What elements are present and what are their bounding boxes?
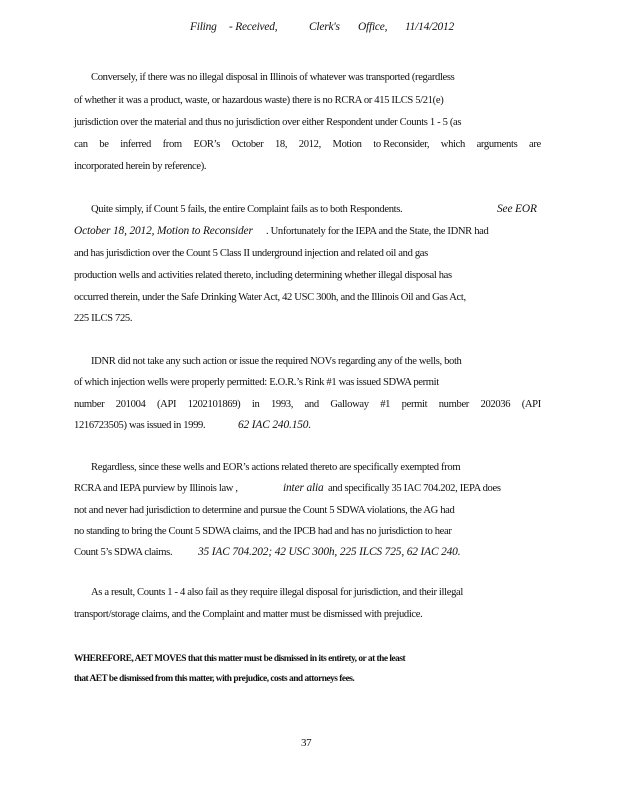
- justified-line: [74, 140, 541, 151]
- word: 2012,: [298, 139, 321, 150]
- citation: 62 IAC 240.150.: [238, 419, 312, 431]
- citation: 35 IAC 704.202; 42 USC 300h, 225 ILCS 725, 62 IAC 240.: [198, 546, 461, 558]
- word: number: [74, 399, 105, 410]
- wherefore-line: WHEREFORE, AET MOVES that this matter must be dismissed in its entirety, or at the least: [74, 654, 406, 664]
- paragraph-line: of whether it was a product, waste, or hazardous waste) there is no RCRA or 415 ILCS 5/21(e): [74, 95, 444, 106]
- paragraph-line: Quite simply, if Count 5 fails, the entire Complaint fails as to both Respondents.: [91, 204, 403, 215]
- paragraph-line: jurisdiction over the material and thus no jurisdiction over either Respondent under Counts 1 - 5 (as: [74, 117, 462, 128]
- paragraph-line: . Unfortunately for the IEPA and the State, the IDNR had: [266, 226, 489, 237]
- word: Galloway: [330, 399, 369, 410]
- word: October: [231, 139, 264, 150]
- word: (API: [521, 399, 541, 410]
- word: permit: [401, 399, 428, 410]
- paragraph-line: 225 ILCS 725.: [74, 313, 133, 324]
- word: number: [438, 399, 469, 410]
- paragraph-line: RCRA and IEPA purview by Illinois law ,: [74, 483, 238, 494]
- paragraph-line: Count 5’s SDWA claims.: [74, 547, 173, 558]
- word: can: [74, 139, 88, 150]
- word: 201004: [115, 399, 146, 410]
- word: arguments: [476, 139, 518, 150]
- header-date: 11/14/2012: [405, 21, 455, 33]
- header-clerks: Clerk's: [309, 21, 340, 33]
- page-number: 37: [301, 737, 312, 749]
- paragraph-line: Conversely, if there was no illegal disposal in Illinois of whatever was transported (regardless: [91, 72, 455, 83]
- word: are: [529, 139, 541, 150]
- paragraph-line: Regardless, since these wells and EOR’s actions related thereto are specifically exempted from: [91, 462, 461, 473]
- word: in: [251, 399, 260, 410]
- word: 1993,: [270, 399, 294, 410]
- paragraph-line: incorporated herein by reference).: [74, 161, 207, 172]
- paragraph-line: production wells and activities related thereto, including determining whether illegal disposal has: [74, 270, 452, 281]
- wherefore-line: that AET be dismissed from this matter, with prejudice, costs and attorneys fees.: [74, 674, 355, 684]
- paragraph-line: of which injection wells were properly permitted: E.O.R.’s Rink #1 was issued SDWA permit: [74, 377, 439, 388]
- paragraph-line: IDNR did not take any such action or issue the required NOVs regarding any of the wells, both: [91, 356, 462, 367]
- word: be: [99, 139, 109, 150]
- word: and: [304, 399, 319, 410]
- word: from: [162, 139, 182, 150]
- word: which: [440, 139, 465, 150]
- word: 18,: [274, 139, 288, 150]
- paragraph-line: As a result, Counts 1 - 4 also fail as they require illegal disposal for jurisdiction, and their illegal: [91, 587, 463, 598]
- paragraph-line: transport/storage claims, and the Complaint and matter must be dismissed with prejudice.: [74, 609, 423, 620]
- paragraph-line: 1216723505) was issued in 1999.: [74, 420, 206, 431]
- word: inferred: [120, 139, 151, 150]
- header-received: - Received,: [229, 21, 278, 33]
- paragraph-line: occurred therein, under the Safe Drinking Water Act, 42 USC 300h, and the Illinois Oil and Gas Act,: [74, 292, 466, 303]
- word: EOR’s: [193, 139, 220, 150]
- paragraph-line: and specifically 35 IAC 704.202, IEPA does: [328, 483, 501, 494]
- paragraph-line: and has jurisdiction over the Count 5 Class II underground injection and related oil and gas: [74, 248, 428, 259]
- citation: October 18, 2012, Motion to Reconsider: [74, 225, 253, 237]
- justified-line: [74, 400, 541, 411]
- paragraph-line: not and never had jurisdiction to determine and pursue the Count 5 SDWA violations, the AG had: [74, 505, 455, 516]
- citation: See EOR: [497, 203, 537, 215]
- citation: inter alia: [283, 482, 324, 494]
- word: 1202101869): [187, 399, 241, 410]
- word: Motion: [332, 139, 362, 150]
- paragraph-line: no standing to bring the Count 5 SDWA claims, and the IPCB had and has no jurisdiction to hear: [74, 526, 452, 537]
- word: 202036: [480, 399, 511, 410]
- header-filing: Filing: [190, 21, 217, 33]
- header-office: Office,: [358, 21, 388, 33]
- word: (API: [156, 399, 177, 410]
- word: to Reconsider,: [373, 139, 430, 150]
- word: #1: [380, 399, 391, 410]
